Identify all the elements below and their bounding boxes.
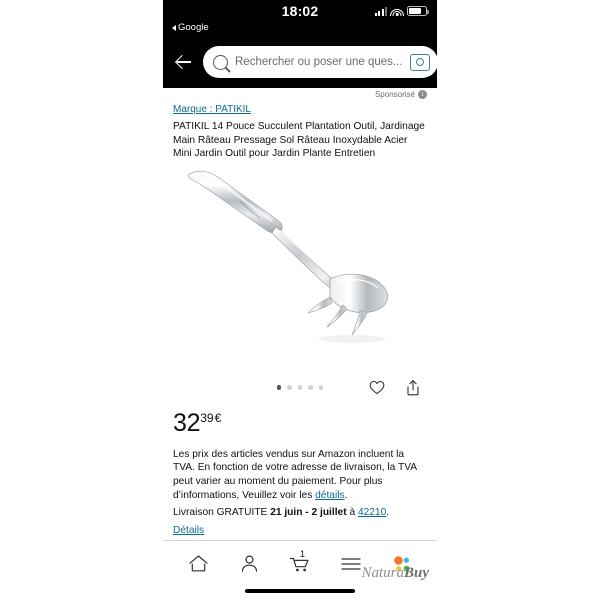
- phone-screen: [163, 0, 437, 600]
- cart-badge: 1: [299, 548, 305, 559]
- delivery-zip-link[interactable]: 42210: [357, 506, 387, 518]
- share-icon[interactable]: [405, 379, 421, 396]
- nav-home-button[interactable]: [179, 549, 217, 579]
- status-back-to-app[interactable]: [172, 22, 209, 33]
- status-bar: [163, 0, 437, 42]
- product-image[interactable]: [163, 161, 437, 373]
- nav-account-button[interactable]: [230, 549, 268, 579]
- status-time: 18:02: [281, 3, 319, 19]
- price-fraction: 39: [200, 410, 214, 425]
- gallery-dot-5[interactable]: [319, 385, 324, 390]
- delivery-details-link[interactable]: Détails: [173, 524, 205, 536]
- search-icon: [213, 55, 228, 70]
- heart-icon[interactable]: [369, 380, 385, 395]
- nav-cart-button[interactable]: [281, 549, 319, 579]
- sponsored-label-row: [163, 88, 437, 99]
- battery-icon: [407, 6, 427, 16]
- cellular-signal-icon: [375, 7, 388, 16]
- person-icon: [240, 554, 259, 573]
- hamburger-menu-icon: [341, 557, 361, 571]
- watermark-text-1: Natura: [361, 565, 404, 581]
- status-indicators: [375, 6, 428, 16]
- wifi-icon: [391, 7, 403, 16]
- price-whole: 32: [173, 408, 201, 437]
- search-input[interactable]: [203, 46, 437, 78]
- product-title: PATIKIL 14 Pouce Succulent Plantation Outil, Jardinage Main Râteau Pressage Sol Râteau Inoxydable Acier Mini Jardin Outil pour Jardin Plante Entretien: [173, 121, 425, 159]
- product-price: [163, 401, 437, 438]
- delivery-period: .: [386, 506, 390, 518]
- gallery-dots[interactable]: [277, 385, 324, 390]
- home-indicator: [245, 589, 355, 593]
- search-placeholder: Rechercher ou poser une ques...: [235, 56, 403, 68]
- delivery-dates: 21 juin - 2 juillet: [270, 506, 347, 518]
- delivery-prefix: Livraison GRATUITE: [173, 506, 271, 518]
- sponsored-label: Sponsorisé: [374, 90, 415, 99]
- delivery-info: [163, 503, 437, 520]
- gallery-dot-4[interactable]: [308, 385, 313, 390]
- home-icon: [188, 554, 209, 573]
- price-currency: €: [214, 410, 222, 425]
- info-icon[interactable]: i: [418, 90, 427, 99]
- back-triangle-icon: [172, 25, 176, 31]
- gallery-dot-3[interactable]: [298, 385, 303, 390]
- search-bar-container: [163, 42, 437, 88]
- watermark: [361, 565, 429, 582]
- back-arrow-icon[interactable]: [173, 52, 193, 72]
- gallery-dot-2[interactable]: [287, 385, 292, 390]
- tax-notice: [163, 438, 437, 503]
- brand-link[interactable]: Marque : PATIKIL: [173, 104, 251, 115]
- gallery-controls: [163, 375, 437, 401]
- tax-notice-period: .: [344, 489, 348, 501]
- gallery-dot-1[interactable]: [277, 385, 282, 390]
- product-page: [163, 88, 437, 586]
- tax-details-link[interactable]: détails: [315, 489, 345, 501]
- watermark-text-2: Buy: [403, 565, 429, 581]
- camera-icon[interactable]: [410, 54, 430, 71]
- status-back-label: Google: [178, 22, 209, 33]
- delivery-mid: à: [346, 506, 358, 518]
- tax-notice-text: Les prix des articles vendus sur Amazon incluent la TVA. En fonction de votre adresse de livraison, la TVA peut varier au moment du paiement. Pour plus d’informations, Veuillez voir les: [173, 448, 417, 501]
